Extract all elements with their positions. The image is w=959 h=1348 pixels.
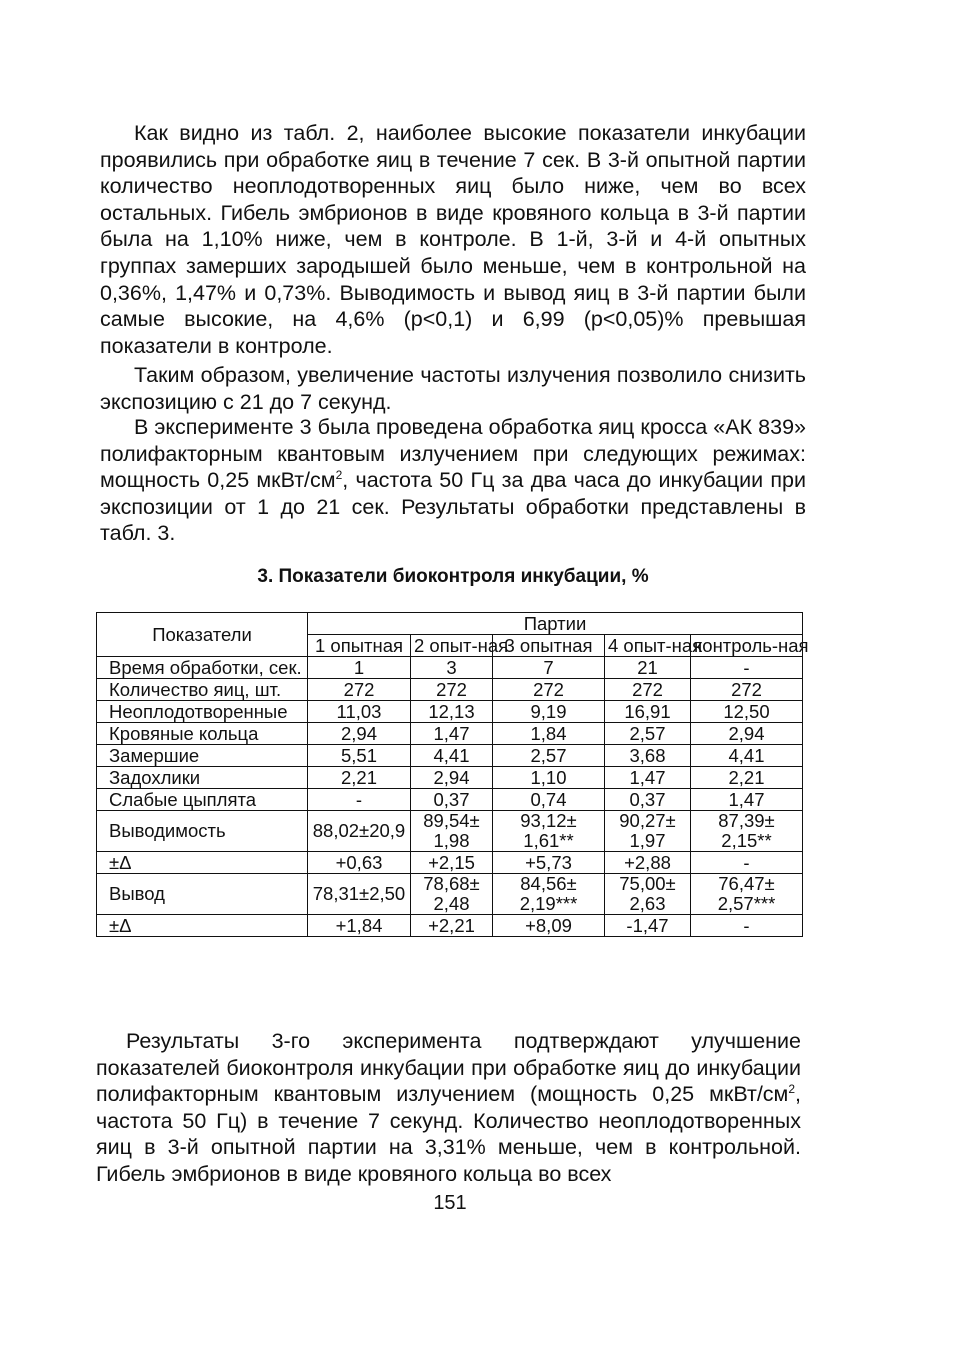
- data-table: [96, 612, 809, 937]
- table-caption: 3. Показатели биоконтроля инкубации, %: [257, 566, 649, 587]
- table-cell: 272: [691, 679, 803, 701]
- table-cell: 78,68± 2,48: [411, 874, 493, 915]
- table-cell: 1,84: [493, 723, 605, 745]
- table-cell: 1,47: [691, 789, 803, 811]
- table-cell: 0,74: [493, 789, 605, 811]
- table-cell: +2,15: [411, 852, 493, 874]
- column-header: 4 опыт-ная: [605, 635, 691, 657]
- column-header: 3 опытная: [493, 635, 605, 657]
- row-label: Задохлики: [97, 767, 308, 789]
- table-cell: 16,91: [605, 701, 691, 723]
- table-row: [97, 874, 803, 915]
- table-cell: 2,21: [691, 767, 803, 789]
- table-cell: +2,88: [605, 852, 691, 874]
- table-row: [97, 723, 803, 745]
- table-cell: 2,57: [493, 745, 605, 767]
- header-indicator: Показатели: [97, 613, 308, 657]
- paragraph-4-text-b: , частота 50 Гц) в течение 7 секунд. Количество неоплодотворенных яиц в 3-й опытной партии на 3,31% меньше, чем в контрольной. Гибель эмбрионов в виде кровяного кольца во всех: [96, 1082, 801, 1186]
- table-cell: +2,21: [411, 915, 493, 937]
- table-cell: 272: [493, 679, 605, 701]
- table-cell: 2,94: [691, 723, 803, 745]
- page-number: 151: [433, 1192, 467, 1214]
- table-cell: 5,51: [308, 745, 411, 767]
- table-cell: 272: [308, 679, 411, 701]
- row-label: Неоплодотворенные: [97, 701, 308, 723]
- table-cell: -: [308, 789, 411, 811]
- header-group: Партии: [308, 613, 803, 635]
- table-cell: 75,00± 2,63: [605, 874, 691, 915]
- table-row: [97, 852, 803, 874]
- table-cell: 1,47: [411, 723, 493, 745]
- row-label: ±Δ: [97, 915, 308, 937]
- row-label: Кровяные кольца: [97, 723, 308, 745]
- table-row: [97, 679, 803, 701]
- table-cell: -: [691, 657, 803, 679]
- table-row: [97, 767, 803, 789]
- paragraph-4-text-a: Результаты 3-го эксперимента подтверждают улучшение показателей биоконтроля инкубации при обработке яиц до инкубации полифакторным квантовым излучением (мощность 0,25 мкВт/см: [96, 1029, 801, 1107]
- column-header: 1 опытная: [308, 635, 411, 657]
- row-label: Замершие: [97, 745, 308, 767]
- row-label: ±Δ: [97, 852, 308, 874]
- table-row: [97, 811, 803, 852]
- table-cell: +1,84: [308, 915, 411, 937]
- table-cell: 9,19: [493, 701, 605, 723]
- superscript: 2: [335, 468, 343, 483]
- table-cell: +5,73: [493, 852, 605, 874]
- row-label: Выводимость: [97, 811, 308, 852]
- table-row: [97, 915, 803, 937]
- table-cell: 4,41: [411, 745, 493, 767]
- row-label: Время обработки, сек.: [97, 657, 308, 679]
- table-row: [97, 701, 803, 723]
- paragraph-3-text-a: В эксперименте 3 была проведена обработка яиц кросса «АК 839» полифакторным квантовым излучением при следующих режимах: мощность 0,25 мкВт/см: [100, 415, 806, 493]
- table-cell: 90,27± 1,97: [605, 811, 691, 852]
- table-cell: -: [691, 852, 803, 874]
- table-header-row: [97, 613, 803, 635]
- paragraph-1: Как видно из табл. 2, наиболее высокие показатели инкубации проявились при обработке яиц в течение 7 сек. В 3-й опытной партии количество неоплодотворенных яиц было ниже, чем во всех остальных. Гибель эмбрионов в виде кровяного кольца в 3-й партии была на 1,10% ниже, чем в контроле. В 1-й, 3-й и 4-й опытных группах замерших зародышей было меньше, чем в контрольной на 0,36%, 1,47% и 0,73%. Выводимость и вывод яиц в 3-й партии были самые высокие, на 4,6% (р<0,1) и 6,99 (р<0,05)% превышая показатели в контроле.: [100, 121, 806, 358]
- table-row: [97, 745, 803, 767]
- table-cell: 3: [411, 657, 493, 679]
- table-cell: 88,02±20,9: [308, 811, 411, 852]
- row-label: Вывод: [97, 874, 308, 915]
- table-cell: 84,56± 2,19***: [493, 874, 605, 915]
- paragraph-3: [100, 414, 806, 547]
- column-header: контроль-ная: [691, 635, 803, 657]
- table-cell: 1,47: [605, 767, 691, 789]
- table-cell: 2,57: [605, 723, 691, 745]
- column-header: 2 опыт-ная: [411, 635, 493, 657]
- table-cell: 0,37: [411, 789, 493, 811]
- table-cell: 2,21: [308, 767, 411, 789]
- paragraph-4: [96, 1028, 801, 1188]
- table-cell: 3,68: [605, 745, 691, 767]
- table-cell: 4,41: [691, 745, 803, 767]
- table-cell: 2,94: [308, 723, 411, 745]
- table-cell: 12,50: [691, 701, 803, 723]
- paragraph-3-text-b: , частота 50 Гц за два часа до инкубации при экспозиции от 1 до 21 сек. Результаты обработки представлены в табл. 3.: [100, 468, 807, 546]
- table-cell: +8,09: [493, 915, 605, 937]
- table-cell: 12,13: [411, 701, 493, 723]
- table-cell: 272: [411, 679, 493, 701]
- row-label: Слабые цыплята: [97, 789, 308, 811]
- table-row: [97, 789, 803, 811]
- table-cell: 1: [308, 657, 411, 679]
- paragraph-2: Таким образом, увеличение частоты излучения позволило снизить экспозицию с 21 до 7 секунд.: [100, 363, 806, 414]
- table-cell: 93,12± 1,61**: [493, 811, 605, 852]
- table-row: [97, 657, 803, 679]
- table-cell: 0,37: [605, 789, 691, 811]
- table-cell: 7: [493, 657, 605, 679]
- table-cell: -: [691, 915, 803, 937]
- table-cell: 1,10: [493, 767, 605, 789]
- table-cell: -1,47: [605, 915, 691, 937]
- table-cell: 76,47± 2,57***: [691, 874, 803, 915]
- table-cell: 11,03: [308, 701, 411, 723]
- table-cell: 78,31±2,50: [308, 874, 411, 915]
- row-label: Количество яиц, шт.: [97, 679, 308, 701]
- superscript: 2: [788, 1082, 796, 1097]
- table-cell: 89,54± 1,98: [411, 811, 493, 852]
- table-cell: +0,63: [308, 852, 411, 874]
- table-cell: 272: [605, 679, 691, 701]
- table-cell: 21: [605, 657, 691, 679]
- table-cell: 87,39± 2,15**: [691, 811, 803, 852]
- table-cell: 2,94: [411, 767, 493, 789]
